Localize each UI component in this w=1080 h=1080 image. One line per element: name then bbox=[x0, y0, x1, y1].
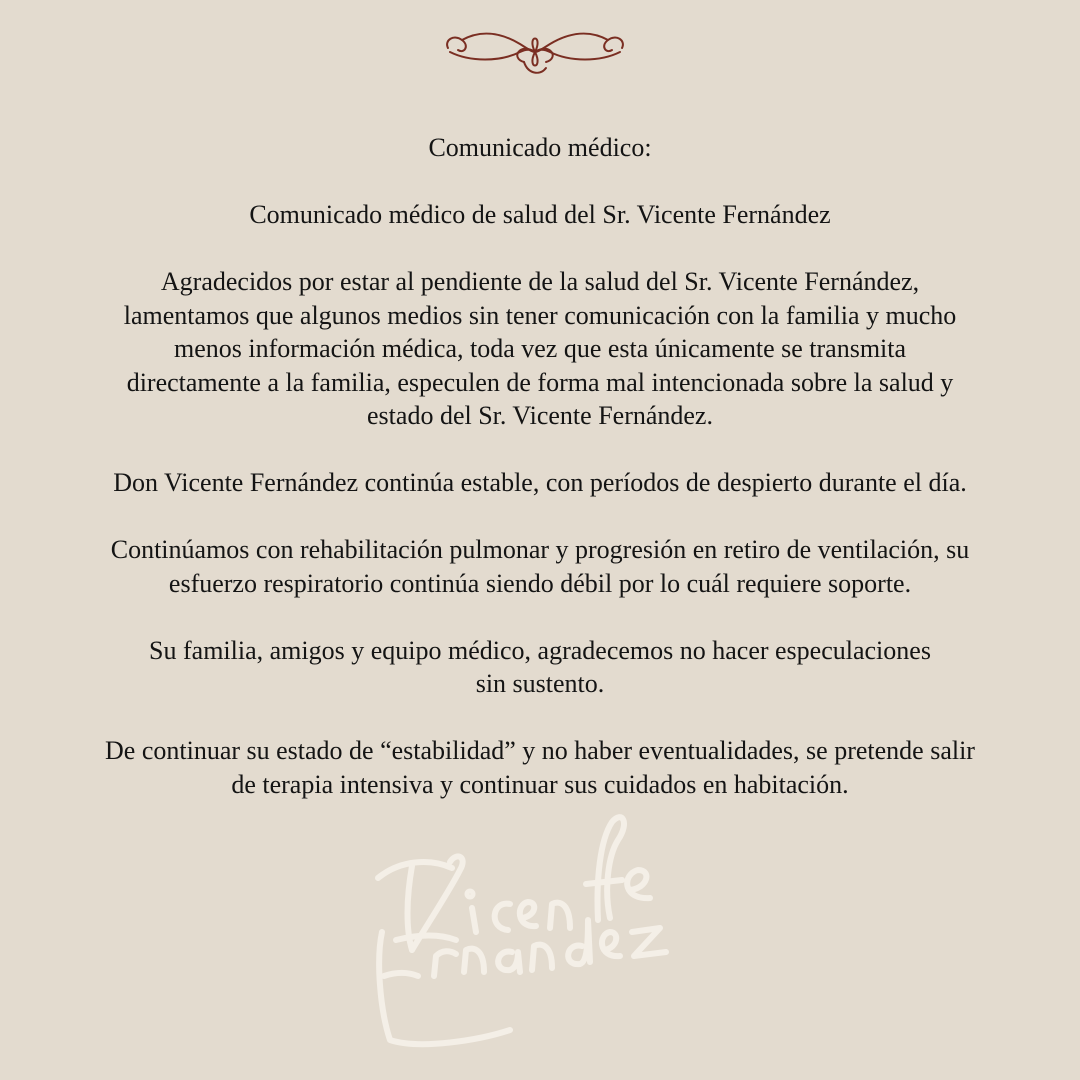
paragraph: De continuar su estado de “estabilidad” y no haber eventualidades, se pretende salir de terapia intensiva y continuar sus cuidados en habitación. bbox=[105, 736, 975, 799]
paragraph: Continúamos con rehabilitación pulmonar y progresión en retiro de ventilación, su esfuerzo respiratorio continúa siendo débil por lo cuál requiere soporte. bbox=[110, 535, 970, 598]
communique-body bbox=[40, 131, 1040, 801]
flourish-ornament-icon bbox=[440, 22, 630, 84]
paragraph: Agradecidos por estar al pendiente de la salud del Sr. Vicente Fernández, lamentamos que algunos medios sin tener comunicación con la familia y mucho menos información médica, toda vez que esta únicamente se transmita directamente a la familia, especulen de forma mal intencionada sobre la salud y estado del Sr. Vicente Fernández. bbox=[123, 267, 957, 430]
vicente-fernandez-signature-logo bbox=[360, 800, 720, 1070]
paragraph: Su familia, amigos y equipo médico, agradecemos no hacer especulaciones sin sustento. bbox=[149, 635, 931, 698]
document-heading: Comunicado médico: bbox=[428, 133, 652, 162]
paragraph: Don Vicente Fernández continúa estable, con períodos de despierto durante el día. bbox=[113, 468, 967, 497]
document-subheading: Comunicado médico de salud del Sr. Vicente Fernández bbox=[249, 200, 831, 229]
